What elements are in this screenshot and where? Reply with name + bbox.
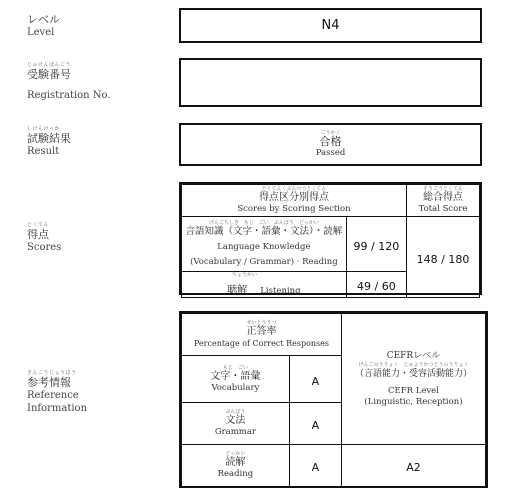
result-ruby: しけんけっか: [27, 126, 61, 132]
reference-label: [27, 370, 87, 415]
gram-value-cell: [289, 403, 341, 445]
result-en: Passed: [315, 148, 346, 158]
result-box: [179, 123, 482, 166]
total-ruby: そうごうとくてん: [422, 186, 463, 192]
scores-label-en: Scores: [27, 242, 62, 253]
pct-en: Percentage of Correct Responses: [193, 339, 329, 348]
pct-jp: 正答率: [246, 326, 277, 337]
reading-cell: [182, 445, 290, 487]
vocab-ruby: もじ ごい: [222, 364, 248, 371]
cefr-value: A2: [406, 461, 421, 474]
scores-table: [181, 184, 480, 298]
total-jp: 総合得点: [422, 192, 463, 203]
total-score: 148 / 180: [416, 252, 470, 266]
read-value: A: [311, 461, 320, 474]
registration-label-en: Registration No.: [27, 90, 111, 101]
gram-value: A: [311, 419, 320, 432]
lk-score: 99 / 120: [353, 239, 400, 253]
cefr-jp2: （言語能力・受容活動能力）: [354, 368, 472, 379]
lk-en2: (Vocabulary / Grammar) · Reading: [190, 257, 338, 267]
grammar-cell: [182, 403, 290, 445]
lk-ruby: げんごちしき もじ ごい ぶんぽう どっかい: [208, 220, 319, 226]
gram-ruby: ぶんぽう: [225, 409, 246, 415]
read-jp: 読解: [225, 457, 246, 468]
scores-label: [27, 222, 61, 254]
level-label-jp: レベル: [27, 13, 60, 26]
listen-ruby: ちょうかい: [232, 272, 258, 278]
cefr-en1: CEFR Level: [387, 385, 439, 396]
reference-box: [179, 311, 488, 488]
cefr-en2: (Linguistic, Reception): [364, 396, 463, 407]
cefr-header: [341, 314, 485, 445]
section-ruby: とくてんくぶんべつとくてん: [261, 186, 327, 192]
registration-label-jp: 受験番号: [27, 68, 71, 81]
listen-score: 49 / 60: [357, 280, 396, 293]
read-ruby: どっかい: [225, 451, 246, 457]
scores-section-header: [182, 185, 407, 217]
gram-en: Grammar: [214, 427, 256, 437]
vocab-jp: 文字・語彙: [210, 370, 261, 382]
cefr-ruby: げんごのうりょく じゅようかつどうのうりょく: [358, 361, 469, 368]
result-label-en: Result: [27, 146, 60, 157]
vocab-en: Vocabulary: [211, 382, 260, 393]
read-en: Reading: [217, 469, 254, 479]
result-jp: 合格: [319, 135, 342, 148]
reference-table: [181, 313, 486, 487]
lk-score-cell: [346, 217, 406, 272]
registration-ruby: じゅけんばんごう: [27, 62, 72, 68]
total-score-cell: [406, 217, 479, 298]
vocab-value: A: [311, 374, 320, 388]
result-ruby-text: ごうかく: [320, 130, 341, 136]
level-box: [179, 8, 482, 43]
lk-jp: 言語知識（文字・語彙・文法）・読解: [185, 226, 343, 237]
listen-score-cell: [346, 272, 406, 298]
section-en: Scores by Scoring Section: [237, 204, 351, 214]
vocab-value-cell: [289, 356, 341, 403]
listen-jp: 聴解: [227, 285, 248, 296]
registration-box: [179, 58, 482, 107]
result-label: [27, 126, 71, 158]
level-value: N4: [321, 18, 340, 33]
scores-box: [179, 182, 482, 295]
registration-label: [27, 62, 111, 102]
language-knowledge-cell: [182, 217, 347, 272]
level-label: [27, 13, 60, 39]
scores-label-jp: 得点: [27, 228, 49, 241]
reference-ruby: さんこうじょうほう: [27, 370, 77, 376]
total-en: Total Score: [418, 204, 468, 214]
percentage-header: [182, 314, 342, 356]
total-header: [406, 185, 479, 217]
reference-label-en2: Information: [27, 403, 88, 414]
reference-label-en1: Reference: [27, 390, 79, 401]
reference-label-jp: 参考情報: [27, 376, 71, 389]
listening-cell: [182, 272, 347, 298]
result-label-jp: 試験結果: [27, 132, 71, 145]
read-value-cell: [289, 445, 341, 487]
cefr-jp: CEFRレベル: [386, 350, 441, 361]
cefr-value-cell: [341, 445, 485, 487]
pct-ruby: せいとうりつ: [246, 320, 277, 326]
section-jp: 得点区分別得点: [258, 192, 329, 203]
scores-ruby: とくてん: [27, 222, 50, 228]
vocabulary-cell: [182, 356, 290, 403]
gram-jp: 文法: [225, 415, 246, 426]
listen-en: Listening: [260, 286, 301, 296]
lk-en1: Language Knowledge: [217, 242, 311, 252]
level-label-en: Level: [27, 27, 55, 38]
